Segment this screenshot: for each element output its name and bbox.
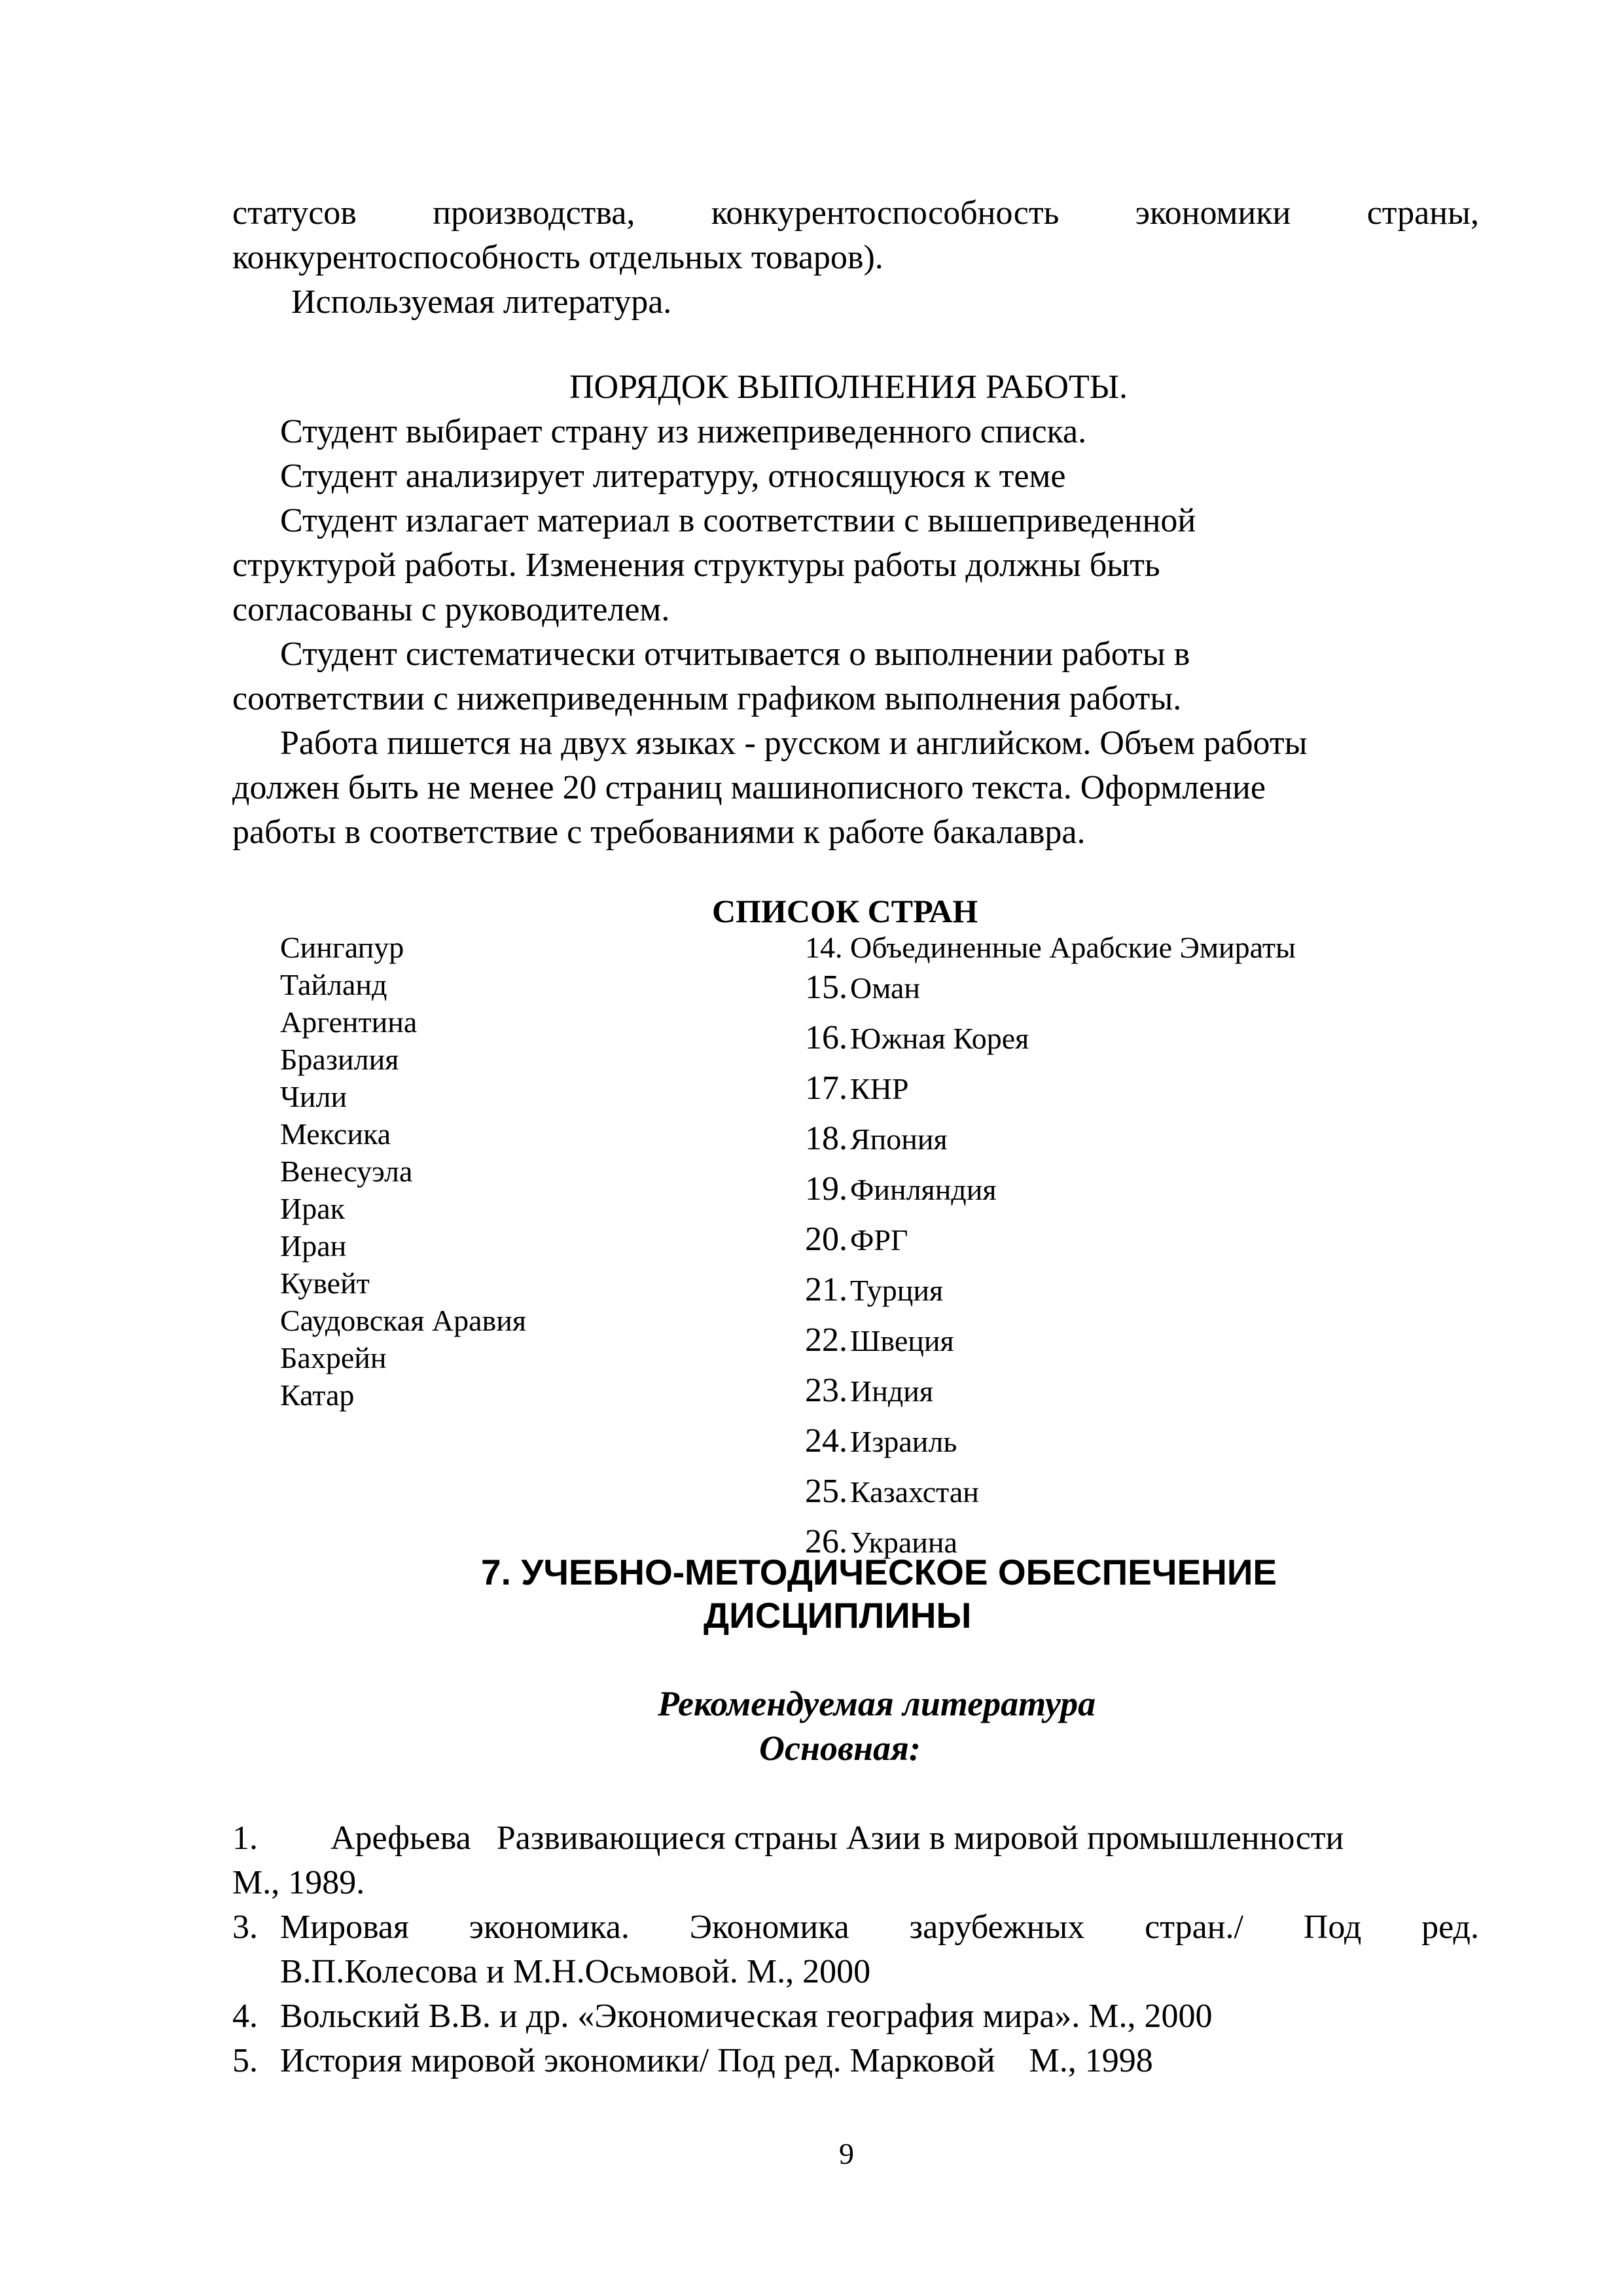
literature-word: Под [1303, 1909, 1362, 1946]
intro-word: производства, [433, 194, 635, 232]
country-name: Казахстан [850, 1475, 979, 1509]
literature-item-number: 5. [232, 2042, 258, 2079]
intro-word: конкурентоспособность [711, 194, 1060, 232]
country-item [805, 1268, 1296, 1319]
country-item [805, 1168, 1296, 1218]
country-name: Турция [850, 1274, 944, 1307]
country-name: Финляндия [850, 1173, 997, 1206]
country-name: Индия [850, 1374, 934, 1408]
country-number: 22. [805, 1321, 847, 1359]
literature-item-continuation: В.П.Колесова и М.Н.Осьмовой. М., 2000 [280, 1953, 871, 1990]
country-list-left [280, 929, 526, 1414]
procedure-line: Работа пишется на двух языках - русском и английском. Объем работы [280, 725, 1308, 762]
country-number: 24. [805, 1422, 847, 1460]
country-number: 14. [805, 931, 843, 964]
country-list-title: СПИСОК СТРАН [712, 893, 978, 929]
section-title-line-2: ДИСЦИПЛИНЫ [704, 1595, 972, 1636]
country-name: Япония [850, 1122, 948, 1156]
country-item [805, 929, 1296, 966]
country-item: Бахрейн [280, 1341, 387, 1374]
country-number: 25. [805, 1473, 847, 1510]
country-name: Швеция [850, 1324, 954, 1357]
intro-line-2: конкурентоспособность отдельных товаров). [232, 239, 883, 276]
literature-item-continuation: М., 1989. [232, 1864, 365, 1901]
country-item: Бразилия [280, 1043, 399, 1076]
country-name: Оман [850, 971, 921, 1005]
section-title-line-1: 7. УЧЕБНО-МЕТОДИЧЕСКОЕ ОБЕСПЕЧЕНИЕ [481, 1552, 1277, 1592]
country-item [805, 966, 1296, 1016]
country-number: 20. [805, 1221, 847, 1258]
country-item: Венесуэла [280, 1155, 413, 1188]
country-item [805, 1218, 1296, 1268]
country-number: 23. [805, 1372, 847, 1409]
recommended-literature-heading: Рекомендуемая литература [658, 1684, 1096, 1723]
country-item: Ирак [280, 1192, 345, 1225]
literature-item-number: 3. [232, 1909, 258, 1946]
literature-word: Экономика [689, 1909, 849, 1946]
country-number: 16. [805, 1019, 847, 1056]
literature-item-text: История мировой экономики/ Под ред. Марковой М., 1998 [280, 2042, 1153, 2079]
procedure-line: работы в соответствие с требованиями к работе бакалавра. [232, 814, 1086, 851]
literature-item-text [280, 1905, 1479, 1950]
literature-item-number: 4. [232, 1998, 258, 2035]
country-item: Саудовская Аравия [280, 1304, 526, 1337]
country-item: Мексика [280, 1117, 391, 1151]
country-number: 21. [805, 1271, 847, 1308]
country-name: КНР [850, 1072, 909, 1105]
country-name: Украина [850, 1526, 957, 1559]
literature-word: ред. [1421, 1909, 1479, 1946]
country-item [805, 1067, 1296, 1117]
country-name: Израиль [850, 1425, 957, 1458]
page-number: 9 [839, 2137, 854, 2170]
literature-word: стран./ [1145, 1909, 1243, 1946]
country-item [805, 1117, 1296, 1168]
country-number: 18. [805, 1120, 847, 1157]
country-number: 26. [805, 1523, 847, 1560]
intro-line-1 [232, 191, 1479, 236]
intro-line-3: Используемая литература. [291, 283, 672, 321]
main-literature-heading: Основная: [759, 1729, 921, 1768]
intro-word: статусов [232, 194, 357, 232]
procedure-line: согласованы с руководителем. [232, 591, 670, 628]
procedure-title: ПОРЯДОК ВЫПОЛНЕНИЯ РАБОТЫ. [569, 368, 1128, 406]
procedure-line: Студент излагает материал в соответствии с вышеприведенной [280, 502, 1196, 539]
country-name: Южная Корея [850, 1022, 1029, 1055]
country-item [805, 1016, 1296, 1067]
procedure-line: Студент выбирает страну из нижеприведенного списка. [280, 413, 1087, 450]
intro-word: страны, [1366, 194, 1479, 232]
country-item: Кувейт [280, 1266, 370, 1300]
country-number: 15. [805, 969, 847, 1006]
country-item: Иран [280, 1229, 347, 1263]
procedure-line: структурой работы. Изменения структуры работы должны быть [232, 547, 1160, 584]
country-item: Катар [280, 1378, 355, 1412]
country-item [805, 1420, 1296, 1470]
country-item: Аргентина [280, 1005, 418, 1039]
procedure-line: соответствии с нижеприведенным графиком выполнения работы. [232, 680, 1182, 717]
country-item: Чили [280, 1080, 348, 1113]
country-item [805, 1470, 1296, 1520]
procedure-line: Студент анализирует литературу, относящуюся к теме [280, 457, 1066, 495]
literature-word: зарубежных [909, 1909, 1085, 1946]
country-name: ФРГ [850, 1223, 908, 1257]
country-item [805, 1369, 1296, 1420]
country-name: Объединенные Арабские Эмираты [850, 931, 1296, 964]
country-list-right [805, 929, 1296, 1571]
intro-word: экономики [1135, 194, 1291, 232]
procedure-line: должен быть не менее 20 страниц машинописного текста. Оформление [232, 769, 1266, 806]
literature-word: экономика. [469, 1909, 630, 1946]
literature-item-text: Арефьева Развивающиеся страны Азии в мировой промышленности [330, 1820, 1344, 1857]
literature-item-text: Вольский В.В. и др. «Экономическая география мира». М., 2000 [280, 1998, 1213, 2035]
country-number: 17. [805, 1069, 847, 1107]
literature-item-number: 1. [232, 1820, 258, 1857]
country-item [805, 1319, 1296, 1369]
country-number: 19. [805, 1170, 847, 1208]
procedure-line: Студент систематически отчитывается о выполнении работы в [280, 636, 1190, 673]
country-item: Тайланд [280, 968, 387, 1001]
country-item: Сингапур [280, 931, 404, 964]
literature-word: Мировая [280, 1909, 409, 1946]
